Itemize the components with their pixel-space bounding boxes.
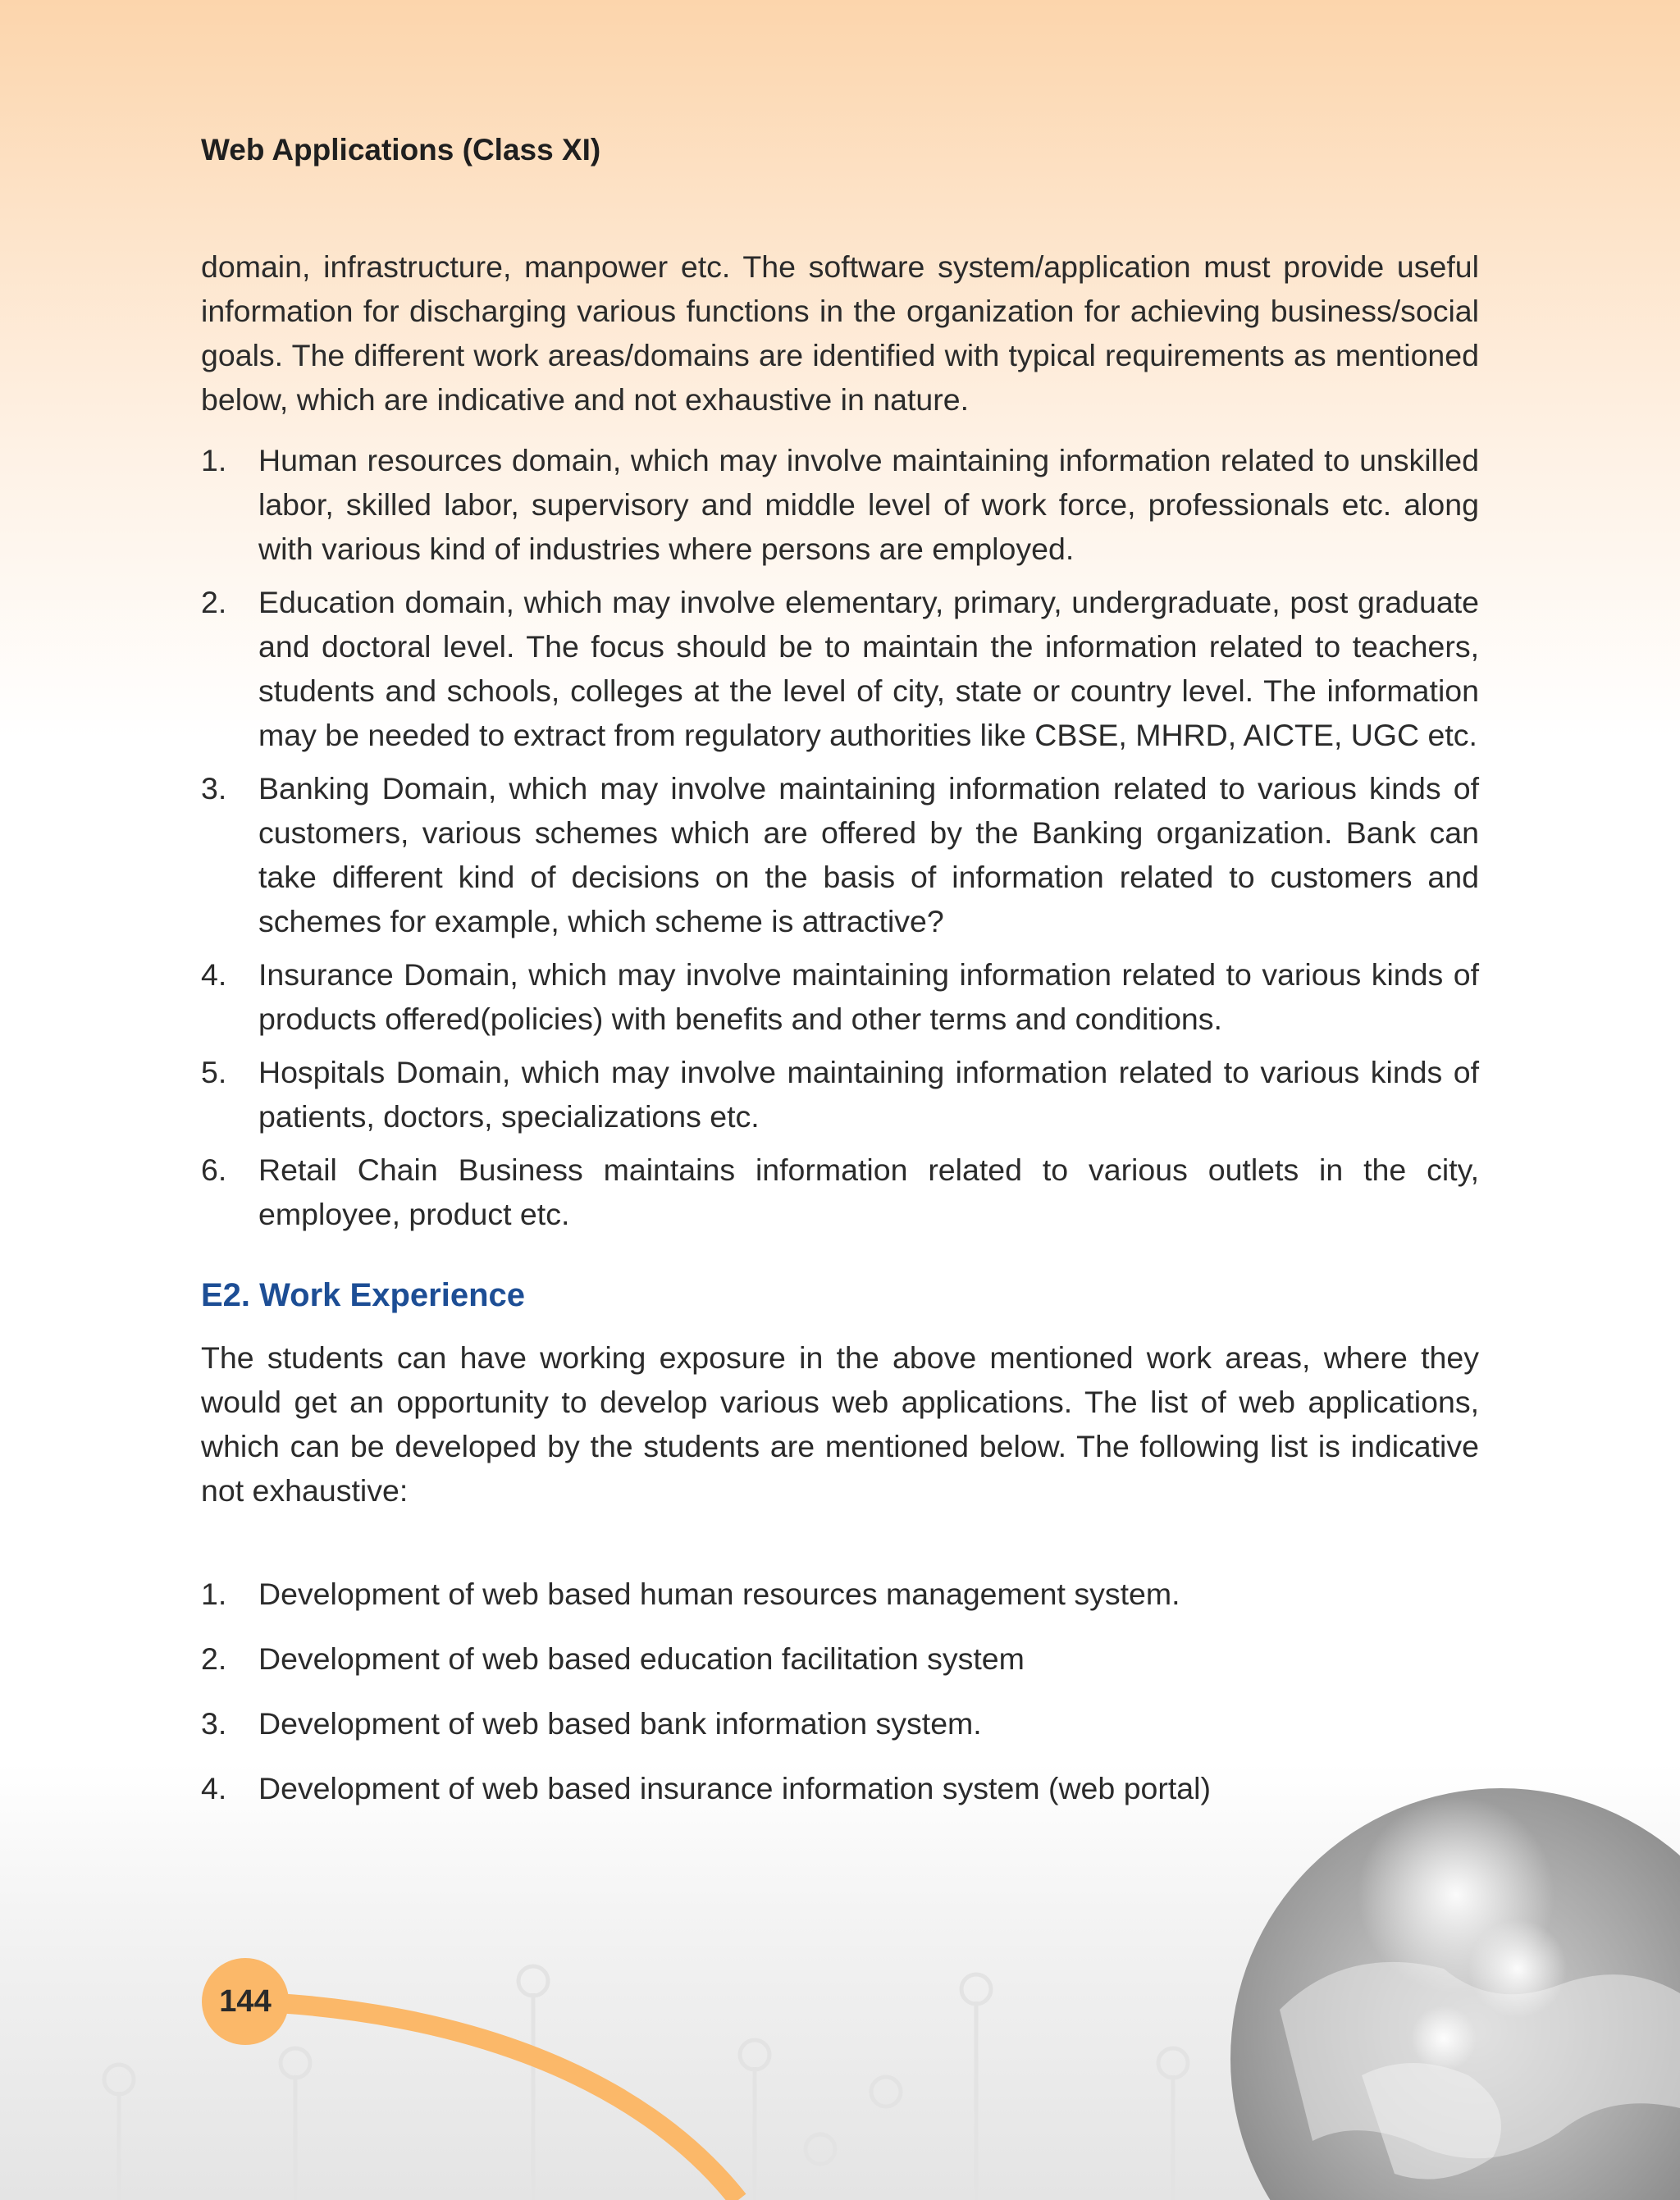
list-item (201, 1050, 1479, 1139)
intro-paragraph: domain, infrastructure, manpower etc. The software system/application must provide useful information for discharging various functions in the organization for achieving business/social goals. The different work areas/domains are identified with typical requirements as mentioned below, which are indicative and not exhaustive in nature. (201, 249, 1479, 417)
list-item (201, 952, 1479, 1041)
list-item-number: 3. (201, 771, 227, 806)
list-item-text: Retail Chain Business maintains information related to various outlets in the city, employee, product etc. (258, 1152, 1479, 1231)
list-item-number: 4. (201, 957, 227, 992)
page-number-badge (202, 1958, 289, 2045)
list-item (201, 1148, 1479, 1236)
list-item-text: Banking Domain, which may involve maintaining information related to various kinds of customers, various schemes which are offered by the Banking organization. Bank can take different kind of decisions on the basis of information related to customers and schemes for example, which scheme is attractive? (258, 771, 1479, 938)
list-item-text: Hospitals Domain, which may involve maintaining information related to various kinds of patients, doctors, specializations etc. (258, 1055, 1479, 1134)
list-item-text: Development of web based human resources management system. (258, 1577, 1180, 1611)
list-item (201, 1701, 1479, 1746)
list-item-text: Development of web based education facilitation system (258, 1641, 1025, 1676)
list-item-text: Development of web based bank information system. (258, 1706, 982, 1741)
list-item-text: Education domain, which may involve elementary, primary, undergraduate, post graduate and doctoral level. The focus should be to maintain the information related to teachers, students and schools, colleges at the level of city, state or country level. The information may be needed to extract from regulatory authorities like CBSE, MHRD, AICTE, UGC etc. (258, 585, 1479, 752)
list-item-number: 3. (201, 1706, 227, 1741)
list-item-number: 2. (201, 1641, 227, 1676)
list-item-text: Insurance Domain, which may involve maintaining information related to various kinds of products offered(policies) with benefits and other terms and conditions. (258, 957, 1479, 1036)
orange-arc (246, 2001, 738, 2200)
list-item-number: 6. (201, 1152, 227, 1187)
list-item (201, 580, 1479, 757)
list-item-number: 4. (201, 1771, 227, 1805)
list-item-text: Development of web based insurance information system (web portal) (258, 1771, 1211, 1805)
list-item-number: 5. (201, 1055, 227, 1089)
globe-graphic (1230, 1788, 1680, 2200)
list-item (201, 1572, 1479, 1616)
section-heading: E2. Work Experience (201, 1277, 525, 1313)
page-content (201, 244, 1479, 1831)
page-header-title: Web Applications (Class XI) (201, 133, 601, 167)
page-number: 144 (219, 1983, 272, 2019)
list-item-text: Human resources domain, which may involve maintaining information related to unskilled labor, skilled labor, supervisory and middle level of work force, professionals etc. along with various kind of industries where persons are employed. (258, 443, 1479, 566)
list-item (201, 1636, 1479, 1681)
list-item-number: 1. (201, 443, 227, 477)
list-item-number: 1. (201, 1577, 227, 1611)
list-item (201, 766, 1479, 943)
list-item (201, 438, 1479, 571)
domain-list (201, 438, 1479, 1236)
section-paragraph: The students can have working exposure in the above mentioned work areas, where they would get an opportunity to develop various web applications. The list of web applications, which can be developed by the students are mentioned below. The following list is indicative not exhaustive: (201, 1340, 1479, 1508)
list-item-number: 2. (201, 585, 227, 619)
